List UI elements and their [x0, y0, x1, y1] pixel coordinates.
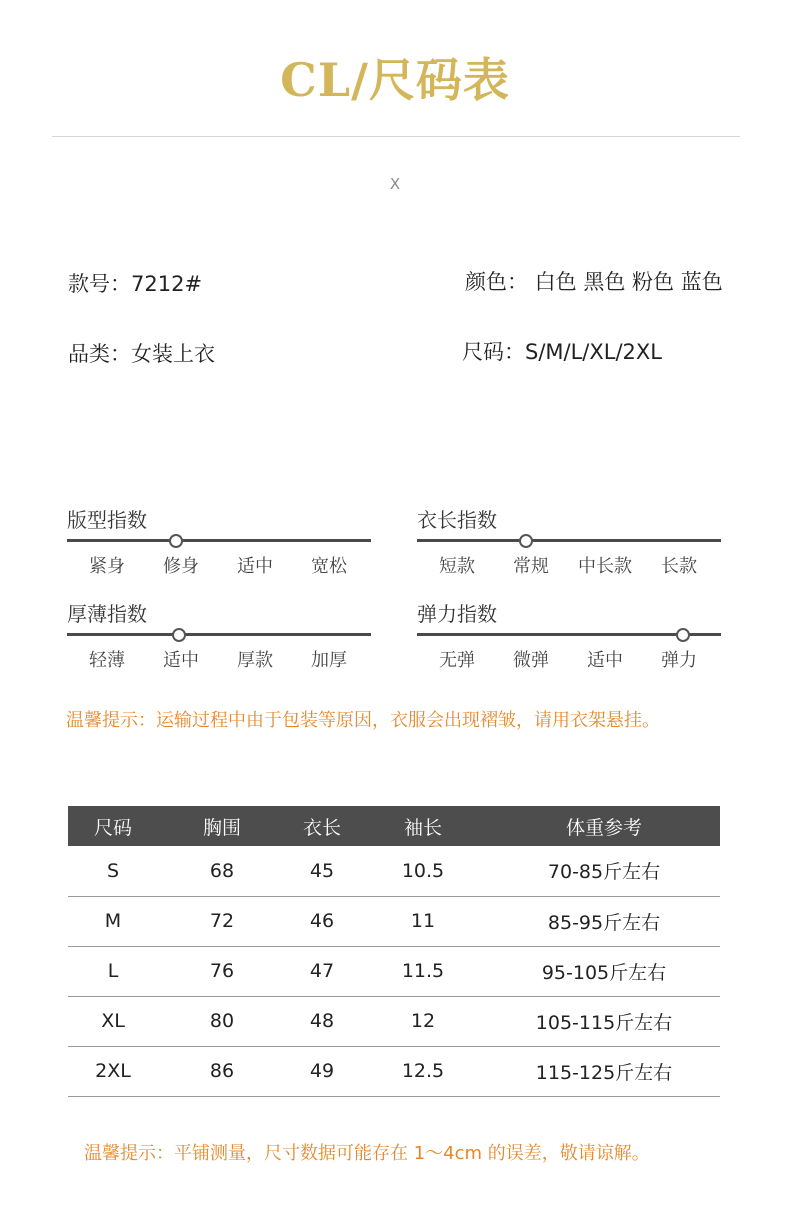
- table-cell: XL: [68, 996, 158, 1046]
- scale-option: 长款: [661, 556, 697, 577]
- scale-line: [417, 539, 721, 542]
- table-cell: 11.5: [358, 946, 488, 996]
- size-table: [68, 806, 720, 1097]
- table-row: [68, 896, 720, 946]
- table-cell: 12.5: [358, 1046, 488, 1096]
- scale-track: [417, 534, 721, 546]
- table-cell: 68: [158, 846, 286, 896]
- size-options: 尺码：S/M/L/XL/2XL: [462, 340, 662, 364]
- scale-knob: [172, 628, 186, 642]
- scale-knob: [169, 534, 183, 548]
- table-cell: 47: [286, 946, 358, 996]
- table-header-cell: 衣长: [286, 806, 358, 846]
- table-cell: 2XL: [68, 1046, 158, 1096]
- table-header-cell: 胸围: [158, 806, 286, 846]
- scale-line: [67, 539, 371, 542]
- scale-option: 修身: [163, 556, 199, 577]
- title-divider: [52, 136, 740, 137]
- table-cell: 49: [286, 1046, 358, 1096]
- scale-title: 版型指数: [67, 508, 147, 532]
- table-cell: 105-115斤左右: [488, 996, 720, 1046]
- table-cell: 46: [286, 896, 358, 946]
- scale-option: 厚款: [237, 650, 273, 671]
- scale-title: 厚薄指数: [67, 602, 147, 626]
- table-row: [68, 946, 720, 996]
- scale-option: 适中: [237, 556, 273, 577]
- table-cell: M: [68, 896, 158, 946]
- scale-option: 弹力: [661, 650, 697, 671]
- scale-knob: [676, 628, 690, 642]
- scale-option: 轻薄: [89, 650, 125, 671]
- table-cell: 12: [358, 996, 488, 1046]
- scale-labels: [67, 552, 371, 578]
- table-header-cell: 尺码: [68, 806, 158, 846]
- scale-option: 常规: [513, 556, 549, 577]
- scale-line: [67, 633, 371, 636]
- measurement-tip: 温馨提示：平铺测量，尺寸数据可能存在 1～4cm 的误差，敬请谅解。: [84, 1143, 650, 1164]
- table-cell: S: [68, 846, 158, 896]
- table-row: [68, 846, 720, 896]
- page-title: CL/尺码表: [280, 53, 510, 107]
- table-cell: 70-85斤左右: [488, 846, 720, 896]
- table-header-row: [68, 806, 720, 846]
- table-cell: 86: [158, 1046, 286, 1096]
- table-row: [68, 1046, 720, 1096]
- scale-track: [417, 628, 721, 640]
- scale-option: 适中: [163, 650, 199, 671]
- scale-option: 微弹: [513, 650, 549, 671]
- scale-option: 短款: [439, 556, 475, 577]
- elasticity-index-scale: [417, 600, 721, 672]
- fit-index-scale: [67, 506, 371, 578]
- scale-title: 衣长指数: [417, 508, 497, 532]
- table-cell: 95-105斤左右: [488, 946, 720, 996]
- color-options: 颜色： 白色 黑色 粉色 蓝色: [465, 270, 723, 294]
- scale-title: 弹力指数: [417, 602, 497, 626]
- table-cell: 72: [158, 896, 286, 946]
- scale-option: 紧身: [89, 556, 125, 577]
- scale-option: 中长款: [578, 556, 632, 577]
- scale-track: [67, 628, 371, 640]
- wrinkle-tip: 温馨提示：运输过程中由于包装等原因，衣服会出现褶皱，请用衣架悬挂。: [66, 710, 660, 731]
- scale-option: 加厚: [311, 650, 347, 671]
- scale-labels: [417, 552, 721, 578]
- table-cell: 10.5: [358, 846, 488, 896]
- scale-labels: [417, 646, 721, 672]
- table-header-cell: 体重参考: [488, 806, 720, 846]
- table-cell: 45: [286, 846, 358, 896]
- table-header-cell: 袖长: [358, 806, 488, 846]
- thickness-index-scale: [67, 600, 371, 672]
- table-cell: 76: [158, 946, 286, 996]
- table-cell: L: [68, 946, 158, 996]
- style-number: 款号：7212#: [68, 272, 203, 296]
- table-cell: 48: [286, 996, 358, 1046]
- scale-option: 宽松: [311, 556, 347, 577]
- scale-option: 无弹: [439, 650, 475, 671]
- scale-knob: [519, 534, 533, 548]
- table-row: [68, 996, 720, 1046]
- scale-track: [67, 534, 371, 546]
- scale-labels: [67, 646, 371, 672]
- table-cell: 80: [158, 996, 286, 1046]
- table-cell: 11: [358, 896, 488, 946]
- table-cell: 85-95斤左右: [488, 896, 720, 946]
- scale-option: 适中: [587, 650, 623, 671]
- product-category: 品类：女装上衣: [68, 342, 215, 366]
- x-mark: X: [389, 175, 401, 193]
- table-cell: 115-125斤左右: [488, 1046, 720, 1096]
- length-index-scale: [417, 506, 721, 578]
